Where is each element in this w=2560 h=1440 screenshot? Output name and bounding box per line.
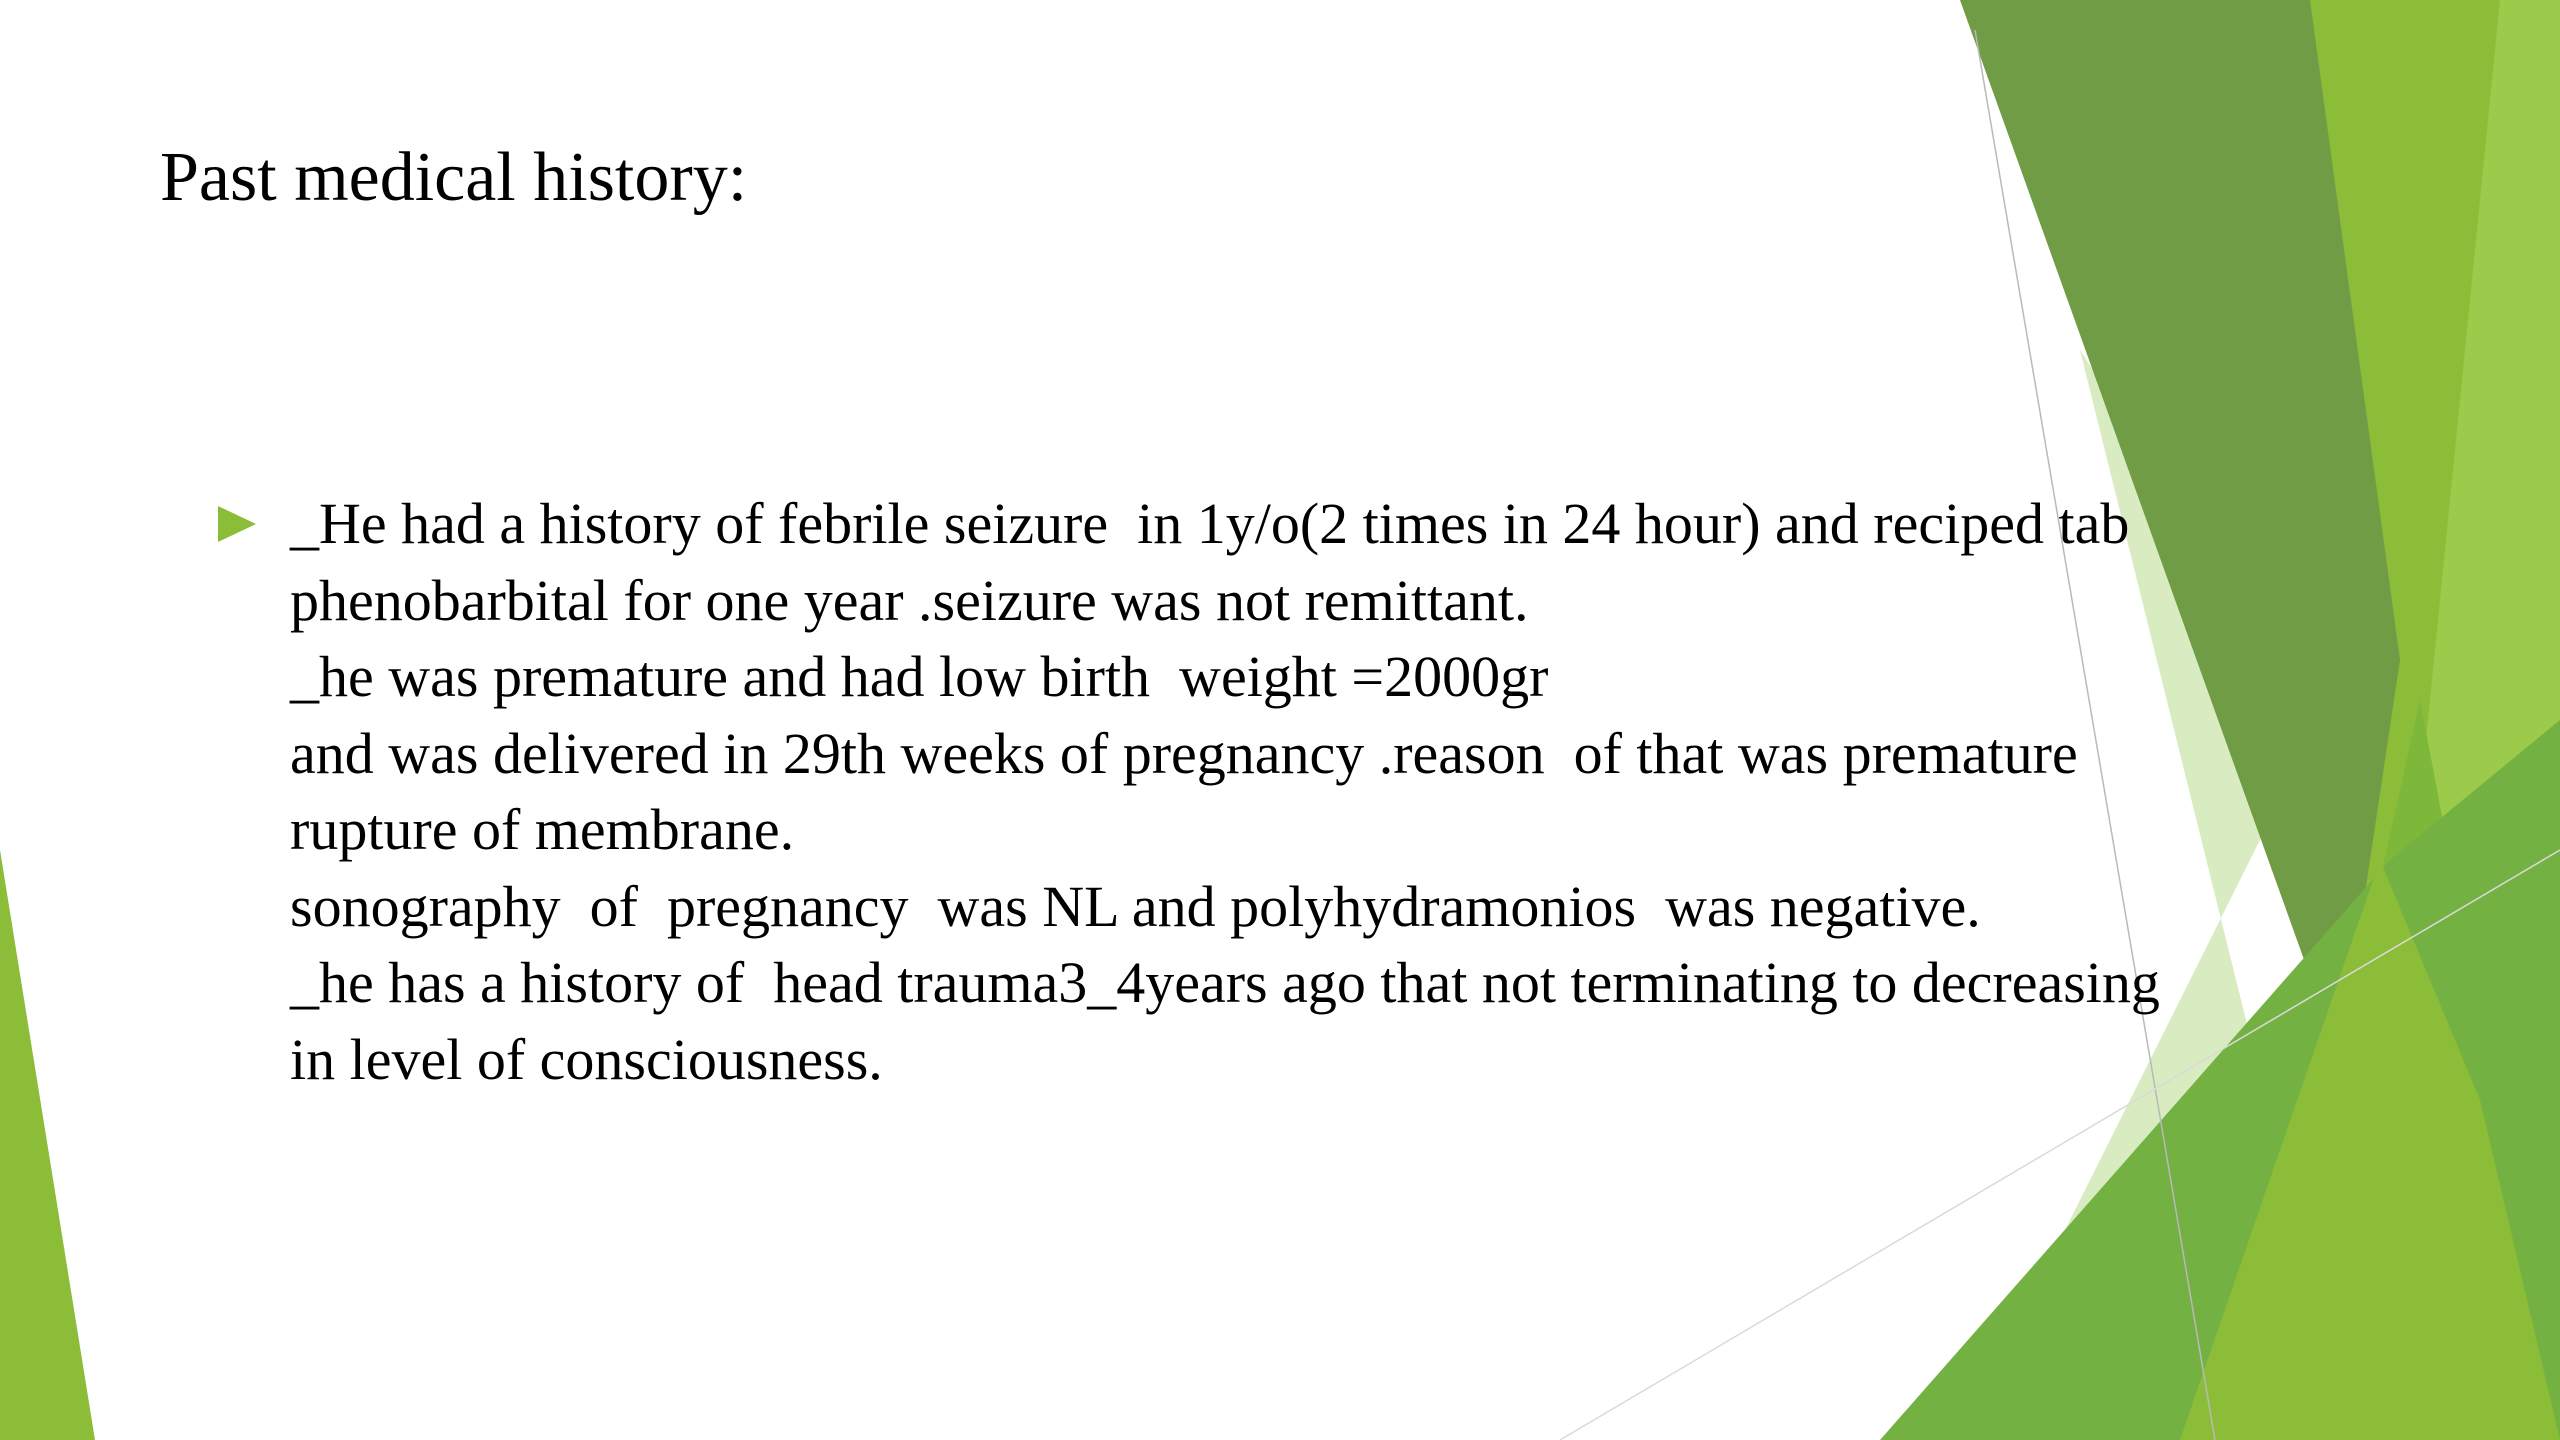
body-line: and was delivered in 29th weeks of pregnancy .reason of that was premature	[290, 720, 2078, 786]
body-line: _he was premature and had low birth weight =2000gr	[290, 644, 1549, 709]
body-line: _He had a history of febrile seizure in 1y/o(2 times in 24 hour) and reciped tab	[290, 491, 2130, 556]
body-line: in level of consciousness.	[290, 1026, 883, 1092]
body-line: phenobarbital for one year .seizure was not remittant.	[290, 567, 1529, 633]
slide-title: Past medical history:	[160, 139, 748, 216]
body-line: rupture of membrane.	[290, 797, 795, 862]
left-green-sliver	[0, 850, 95, 1440]
body-line: _he has a history of head trauma3_4years ago that not terminating to decreasing	[290, 950, 2160, 1015]
body-line: sonography of pregnancy was NL and polyhydramonios was negative.	[290, 873, 1981, 939]
triangle-right-bullet-icon	[218, 506, 256, 542]
body-text	[290, 486, 2440, 1098]
